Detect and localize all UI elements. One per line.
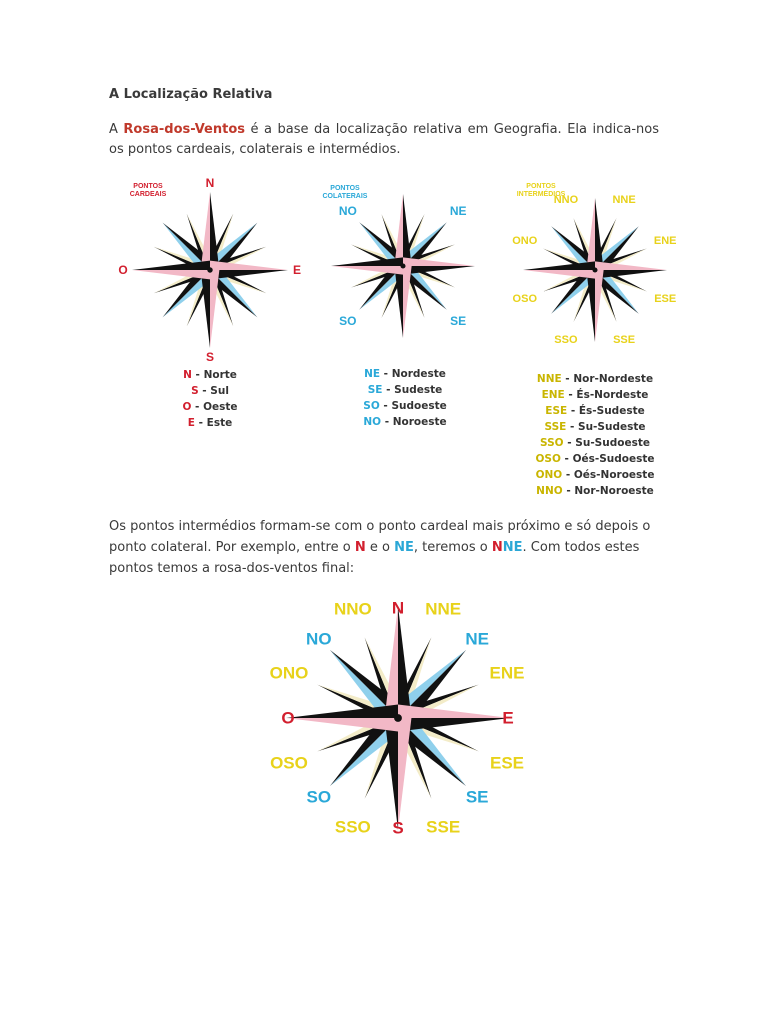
rose-label-s: S xyxy=(205,350,215,364)
legend-name: Sul xyxy=(210,385,229,397)
legend-code: S xyxy=(191,385,199,397)
final-rose-label-e: E xyxy=(502,708,514,728)
legend-name: És-Nordeste xyxy=(576,389,649,401)
final-rose-label-nne: NNE xyxy=(425,599,462,619)
legend-code: ENE xyxy=(541,389,565,401)
para2-text-4: . Com todos estes pontos temos a rosa-dos-ventos final: xyxy=(109,540,640,576)
legend-name: Norte xyxy=(203,369,237,381)
rose-header-text: INTERMÉDIOS xyxy=(516,191,566,198)
legend-row: S - Sul xyxy=(191,385,229,397)
compass-spike xyxy=(201,192,210,270)
compass-spike xyxy=(586,270,595,342)
final-rose-label-n: N xyxy=(391,598,405,618)
para2-n: N xyxy=(354,540,366,555)
rose-header-text: CARDEAIS xyxy=(129,191,167,198)
rose-header-text: COLATERAIS xyxy=(322,193,368,200)
compass-spike xyxy=(201,270,210,348)
legend-row: SE - Sudeste xyxy=(367,384,443,396)
legend-code: E xyxy=(187,417,195,429)
legend-code: N xyxy=(183,369,192,381)
legend-code: O xyxy=(182,401,192,413)
rose-label-sse: SSE xyxy=(613,334,636,347)
intro-rest: é a base da localização relativa em Geografia. Ela indica-nos os pontos cardeais, colaterais e intermédios. xyxy=(109,122,659,157)
legend-row: NNE - Nor-Nordeste xyxy=(536,373,654,385)
rose-label-no: NO xyxy=(338,203,357,218)
rose-label-nne: NNE xyxy=(612,193,636,206)
legend-row: ONO - Oés-Noroeste xyxy=(535,469,655,481)
legend-name: Oés-Sudoeste xyxy=(572,453,655,465)
final-rose-label-ne: NE xyxy=(465,629,490,649)
legend-row: SSO - Su-Sudoeste xyxy=(540,437,650,449)
rose-label-ene: ENE xyxy=(653,234,677,247)
compass-rose-3 xyxy=(523,198,667,342)
rose-label-so: SO xyxy=(339,314,357,329)
legend-name: Sudeste xyxy=(394,384,443,396)
legend-name: Nor-Nordeste xyxy=(573,373,654,385)
final-rose-label-ono: ONO xyxy=(269,663,309,683)
legend-row: ENE - És-Nordeste xyxy=(541,389,649,401)
legend-row: ESE - És-Sudeste xyxy=(545,405,645,417)
page-title: A Localização Relativa xyxy=(109,87,273,102)
rose-label-o: O xyxy=(118,263,128,277)
rosa-dos-ventos-highlight: Rosa-dos-Ventos xyxy=(123,122,245,137)
legend-name: Sudoeste xyxy=(391,400,447,412)
rose-label-oso: OSO xyxy=(512,293,538,306)
rose-label-nno: NNO xyxy=(553,193,579,206)
legend-row: NE - Nordeste xyxy=(364,368,446,380)
legend-code: SO xyxy=(363,400,380,412)
final-rose-label-nno: NNO xyxy=(333,599,372,619)
final-rose-label-sse: SSE xyxy=(426,817,461,837)
legend-name: Este xyxy=(206,417,233,429)
legend-cardinal xyxy=(150,367,270,431)
legend-code: NO xyxy=(363,416,382,428)
legend-row: SO - Sudoeste xyxy=(363,400,447,412)
legend-name: Nor-Noroeste xyxy=(574,485,654,497)
legend-name: És-Sudeste xyxy=(578,405,645,417)
final-rose-label-ene: ENE xyxy=(489,663,525,683)
legend-name: Noroeste xyxy=(392,416,447,428)
legend-intermediate xyxy=(520,371,670,499)
compass-spike xyxy=(595,198,604,270)
final-rose-label-o: O xyxy=(281,708,295,728)
rose-header-text: PONTOS xyxy=(330,185,360,192)
legend-name: Su-Sudoeste xyxy=(575,437,650,449)
legend-code: SSO xyxy=(540,437,564,449)
final-rose-label-sso: SSO xyxy=(334,817,371,837)
legend-code: ESE xyxy=(545,405,568,417)
legend-row: O - Oeste xyxy=(182,401,238,413)
legend-code: ONO xyxy=(535,469,563,481)
compass-spike xyxy=(595,270,604,342)
legend-collateral xyxy=(340,366,470,430)
rose-label-n: N xyxy=(205,176,215,190)
compass-spike xyxy=(210,270,219,348)
compass-center xyxy=(400,263,405,268)
para2-text-2: e o xyxy=(365,540,395,555)
rose-header-text: PONTOS xyxy=(526,183,556,190)
compass-spike xyxy=(210,192,219,270)
legend-code: SE xyxy=(367,384,383,396)
compass-spike xyxy=(586,198,595,270)
explanation-paragraph xyxy=(109,516,669,579)
legend-code: SSE xyxy=(544,421,567,433)
rose-label-e: E xyxy=(292,263,302,277)
final-rose-label-se: SE xyxy=(465,787,489,807)
compass-center xyxy=(394,714,402,722)
rose-label-ono: ONO xyxy=(512,234,538,247)
compass-rose-1 xyxy=(129,191,288,348)
intro-prefix: A xyxy=(109,122,124,137)
final-rose-label-no: NO xyxy=(306,629,332,649)
rose-label-ese: ESE xyxy=(654,293,677,306)
para2-text-3: , teremos o xyxy=(413,540,492,555)
legend-row: NO - Noroeste xyxy=(363,416,447,428)
legend-code: NE xyxy=(364,368,381,380)
rose-header-text: PONTOS xyxy=(133,183,163,190)
legend-code: NNE xyxy=(536,373,562,385)
rose-label-sso: SSO xyxy=(554,334,578,347)
legend-row: SSE - Su-Sudeste xyxy=(544,421,646,433)
legend-name: Oeste xyxy=(203,401,238,413)
final-rose-label-oso: OSO xyxy=(270,753,308,773)
para2-nne-ne: NE xyxy=(502,540,523,555)
legend-name: Nordeste xyxy=(391,368,446,380)
legend-row: N - Norte xyxy=(183,369,237,381)
para2-ne: NE xyxy=(394,540,414,555)
final-rose-label-s: S xyxy=(392,818,404,838)
final-rose-label-ese: ESE xyxy=(490,753,525,773)
legend-name: Oés-Noroeste xyxy=(573,469,655,481)
rose-label-se: SE xyxy=(450,314,467,329)
legend-code: OSO xyxy=(535,453,561,465)
legend-row: OSO - Oés-Sudoeste xyxy=(535,453,655,465)
legend-row: E - Este xyxy=(187,417,233,429)
rose-label-ne: NE xyxy=(449,203,467,218)
para2-nne-n: N xyxy=(491,540,503,555)
legend-row: NNO - Nor-Noroeste xyxy=(536,485,654,497)
legend-name: Su-Sudeste xyxy=(578,421,646,433)
final-rose-label-so: SO xyxy=(306,787,332,807)
para2-text-1: Os pontos intermédios formam-se com o ponto cardeal mais próximo e só depois o ponto colateral. Por exemplo, entre o xyxy=(109,519,651,555)
compass-center xyxy=(592,267,597,272)
compass-center xyxy=(207,267,212,272)
legend-code: NNO xyxy=(536,485,563,497)
